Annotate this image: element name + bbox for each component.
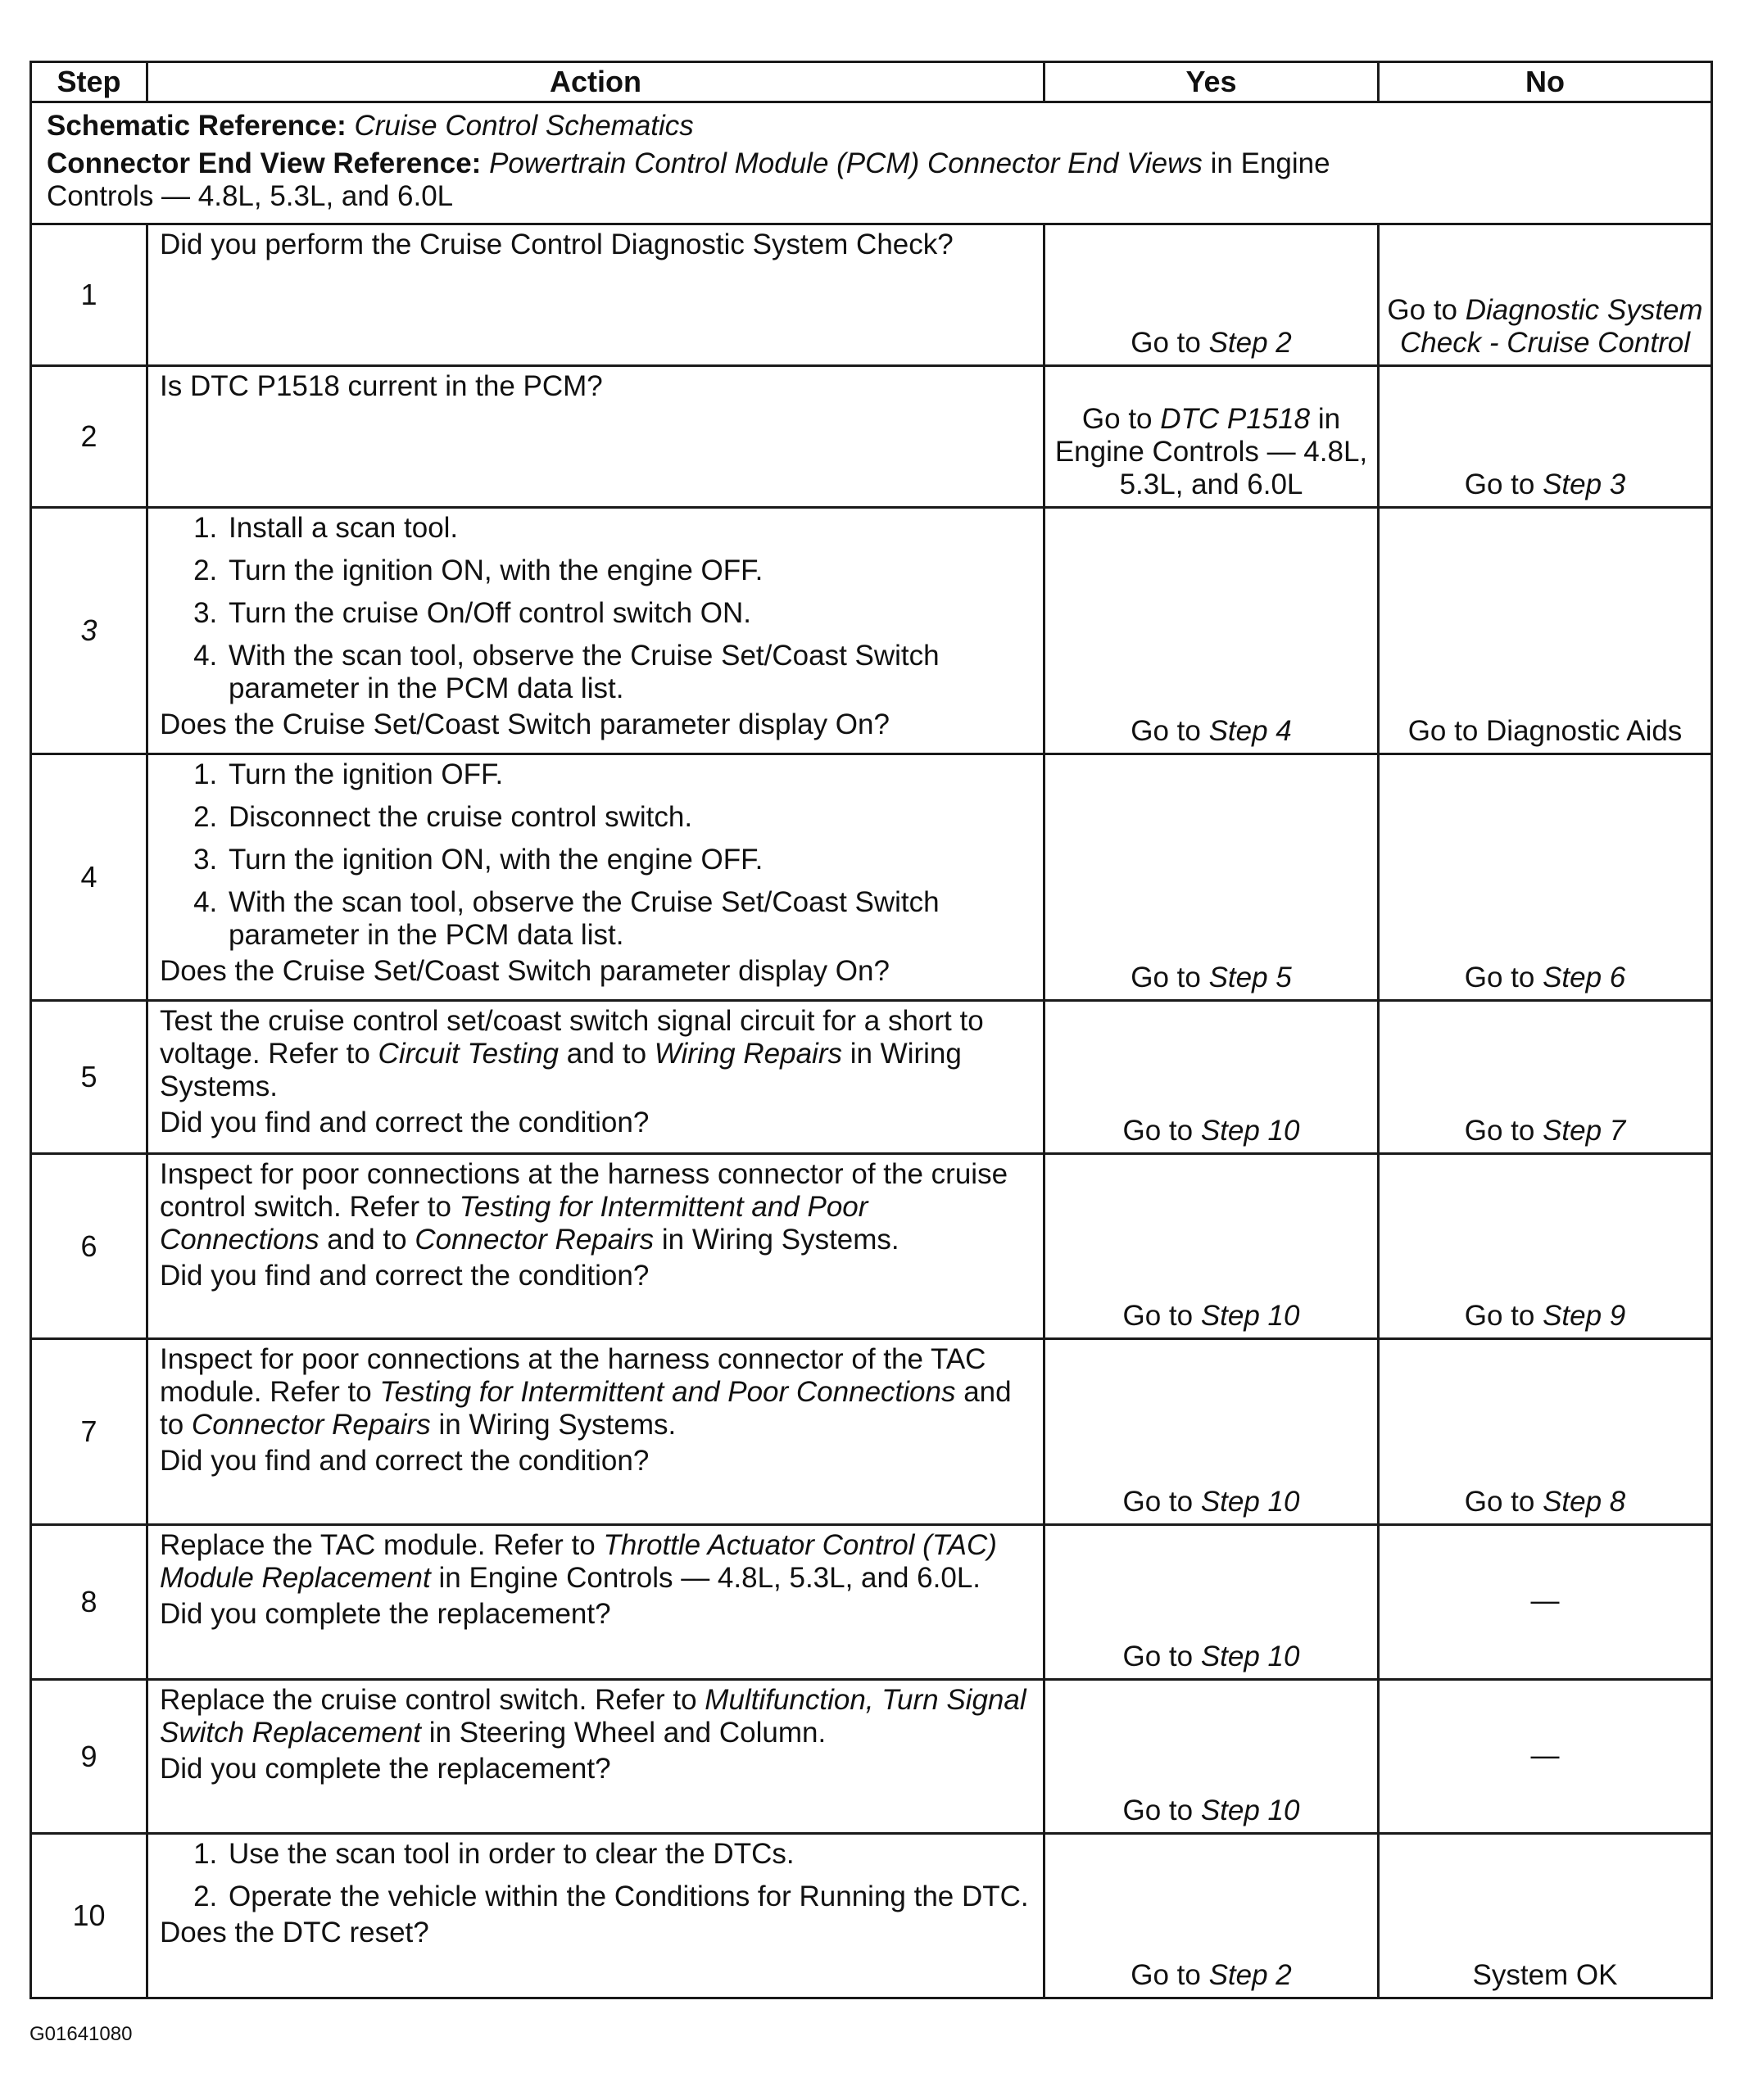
instruction-item: 2. Turn the ignition ON, with the engine OFF. [225,554,1031,587]
schematic-reference: Schematic Reference: Cruise Control Schematics [47,110,694,142]
no-link[interactable]: Step 7 [1543,1115,1626,1147]
instruction-item: 2. Operate the vehicle within the Conditions for Running the DTC. [225,1880,1031,1913]
yes-cell: Go to Step 10 [1044,1680,1379,1834]
no-cell: Go to Diagnostic Aids [1379,508,1712,754]
no-cell: Go to Step 8 [1379,1339,1712,1525]
yes-link[interactable]: Step 10 [1200,1641,1300,1672]
yes-cell: Go to Step 4 [1044,508,1379,754]
no-cell: Go to Step 9 [1379,1154,1712,1339]
action-cell [147,754,1044,1001]
no-cell: — [1379,1525,1712,1680]
step-number: 6 [31,1154,147,1339]
question-text: Did you find and correct the condition? [160,1445,650,1477]
no-cell: Go to Diagnostic System Check - Cruise Control [1379,224,1712,366]
step-row [31,224,1712,366]
question-text: Did you complete the replacement? [160,1753,611,1785]
question-text: Does the DTC reset? [160,1917,429,1948]
yes-link[interactable]: DTC P1518 [1160,403,1311,435]
action-cell: Did you perform the Cruise Control Diagnostic System Check? [147,224,1044,366]
step-row [31,1001,1712,1154]
reference-link[interactable]: Throttle Actuator Control (TAC) Module Replacement [160,1529,997,1594]
step-row [31,1680,1712,1834]
no-link[interactable]: Step 8 [1543,1486,1626,1518]
reference-row [31,102,1712,224]
action-cell: Inspect for poor connections at the harness connector of the TAC module. Refer to Testing for Intermittent and Poor Connections and to Connector Repairs in Wiring Systems. Did you find and correct the condition? [147,1339,1044,1525]
instruction-item: 1. Install a scan tool. [225,512,1031,545]
step-number: 5 [31,1001,147,1154]
reference-link[interactable]: Connector Repairs [415,1224,655,1256]
step-number: 9 [31,1680,147,1834]
figure-id: G01641080 [29,2023,133,2045]
no-cell: System OK [1379,1834,1712,1998]
instruction-item: 3. Turn the cruise On/Off control switch ON. [225,597,1031,630]
header-no: No [1379,62,1712,102]
action-cell: Replace the cruise control switch. Refer to Multifunction, Turn Signal Switch Replacement in Steering Wheel and Column. Did you complete the replacement? [147,1680,1044,1834]
yes-link[interactable]: Step 10 [1200,1300,1300,1332]
instruction-item: 3. Turn the ignition ON, with the engine OFF. [225,844,1031,876]
diagnostic-table [29,61,1713,1999]
header-row [31,62,1712,102]
no-link[interactable]: Step 3 [1543,468,1626,500]
step-number: 3 [31,508,147,754]
reference-link[interactable]: Connector Repairs [191,1409,431,1441]
connector-reference: Connector End View Reference: Powertrain Control Module (PCM) Connector End Views in Engine Controls — 4.8L, 5.3L, and 6.0L [47,147,1330,212]
yes-link[interactable]: Step 4 [1208,715,1292,747]
no-link[interactable]: Step 6 [1543,962,1626,993]
step-row [31,508,1712,754]
question-text: Does the Cruise Set/Coast Switch parameter display On? [160,708,890,740]
reference-link[interactable]: Testing for Intermittent and Poor Connections [379,1376,956,1408]
header-yes: Yes [1044,62,1379,102]
header-step: Step [31,62,147,102]
yes-link[interactable]: Step 5 [1208,962,1292,993]
action-cell: Inspect for poor connections at the harness connector of the cruise control switch. Refer to Testing for Intermittent and Poor Connections and to Connector Repairs in Wiring Systems. Did you find and correct the condition? [147,1154,1044,1339]
step-number: 2 [31,366,147,508]
yes-cell: Go to Step 10 [1044,1525,1379,1680]
step-number: 4 [31,754,147,1001]
step-number: 8 [31,1525,147,1680]
yes-cell: Go to DTC P1518 in Engine Controls — 4.8L, 5.3L, and 6.0L [1044,366,1379,508]
instruction-item: 1. Use the scan tool in order to clear the DTCs. [225,1838,1031,1871]
schematic-reference-link[interactable]: Cruise Control Schematics [354,110,694,142]
step-row [31,1339,1712,1525]
no-link[interactable]: Step 9 [1543,1300,1626,1332]
reference-cell [31,102,1712,224]
yes-cell: Go to Step 10 [1044,1154,1379,1339]
no-cell: — [1379,1680,1712,1834]
step-row [31,1154,1712,1339]
question-text: Did you complete the replacement? [160,1598,611,1630]
reference-link[interactable]: Testing for Intermittent and Poor Connections [160,1191,868,1256]
action-cell: Test the cruise control set/coast switch signal circuit for a short to voltage. Refer to Circuit Testing and to Wiring Repairs in Wiring Systems. Did you find and correct the condition? [147,1001,1044,1154]
instruction-item: 4. With the scan tool, observe the Cruise Set/Coast Switch parameter in the PCM data list. [225,886,1031,952]
step-row [31,366,1712,508]
action-cell: Is DTC P1518 current in the PCM? [147,366,1044,508]
step-row [31,1525,1712,1680]
no-cell: Go to Step 7 [1379,1001,1712,1154]
yes-link[interactable]: Step 2 [1208,327,1292,359]
header-action: Action [147,62,1044,102]
yes-link[interactable]: Step 10 [1200,1486,1300,1518]
yes-link[interactable]: Step 10 [1200,1115,1300,1147]
step-row [31,754,1712,1001]
step-number: 10 [31,1834,147,1998]
no-cell: Go to Step 6 [1379,754,1712,1001]
yes-link[interactable]: Step 2 [1208,1959,1292,1991]
action-cell: Replace the TAC module. Refer to Throttle Actuator Control (TAC) Module Replacement in Engine Controls — 4.8L, 5.3L, and 6.0L. Did you complete the replacement? [147,1525,1044,1680]
instruction-list [160,758,1031,952]
instruction-list [160,1838,1031,1913]
no-link[interactable]: Diagnostic System Check - Cruise Control [1400,294,1703,359]
yes-cell: Go to Step 10 [1044,1339,1379,1525]
yes-cell: Go to Step 5 [1044,754,1379,1001]
action-cell [147,508,1044,754]
step-row [31,1834,1712,1998]
yes-cell: Go to Step 2 [1044,224,1379,366]
yes-link[interactable]: Step 10 [1200,1795,1300,1826]
reference-link[interactable]: Multifunction, Turn Signal Switch Replacement [160,1684,1026,1749]
instruction-item: 1. Turn the ignition OFF. [225,758,1031,791]
step-number: 1 [31,224,147,366]
question-text: Did you find and correct the condition? [160,1107,650,1138]
yes-cell: Go to Step 2 [1044,1834,1379,1998]
action-cell [147,1834,1044,1998]
connector-reference-link[interactable]: Powertrain Control Module (PCM) Connector End Views [489,147,1203,179]
instruction-item: 4. With the scan tool, observe the Cruise Set/Coast Switch parameter in the PCM data list. [225,640,1031,705]
yes-cell: Go to Step 10 [1044,1001,1379,1154]
question-text: Did you find and correct the condition? [160,1260,650,1292]
question-text: Does the Cruise Set/Coast Switch parameter display On? [160,955,890,987]
instruction-list [160,512,1031,705]
instruction-item: 2. Disconnect the cruise control switch. [225,801,1031,834]
reference-link[interactable]: Wiring Repairs [654,1038,842,1070]
step-number: 7 [31,1339,147,1525]
no-cell: Go to Step 3 [1379,366,1712,508]
reference-link[interactable]: Circuit Testing [378,1038,560,1070]
